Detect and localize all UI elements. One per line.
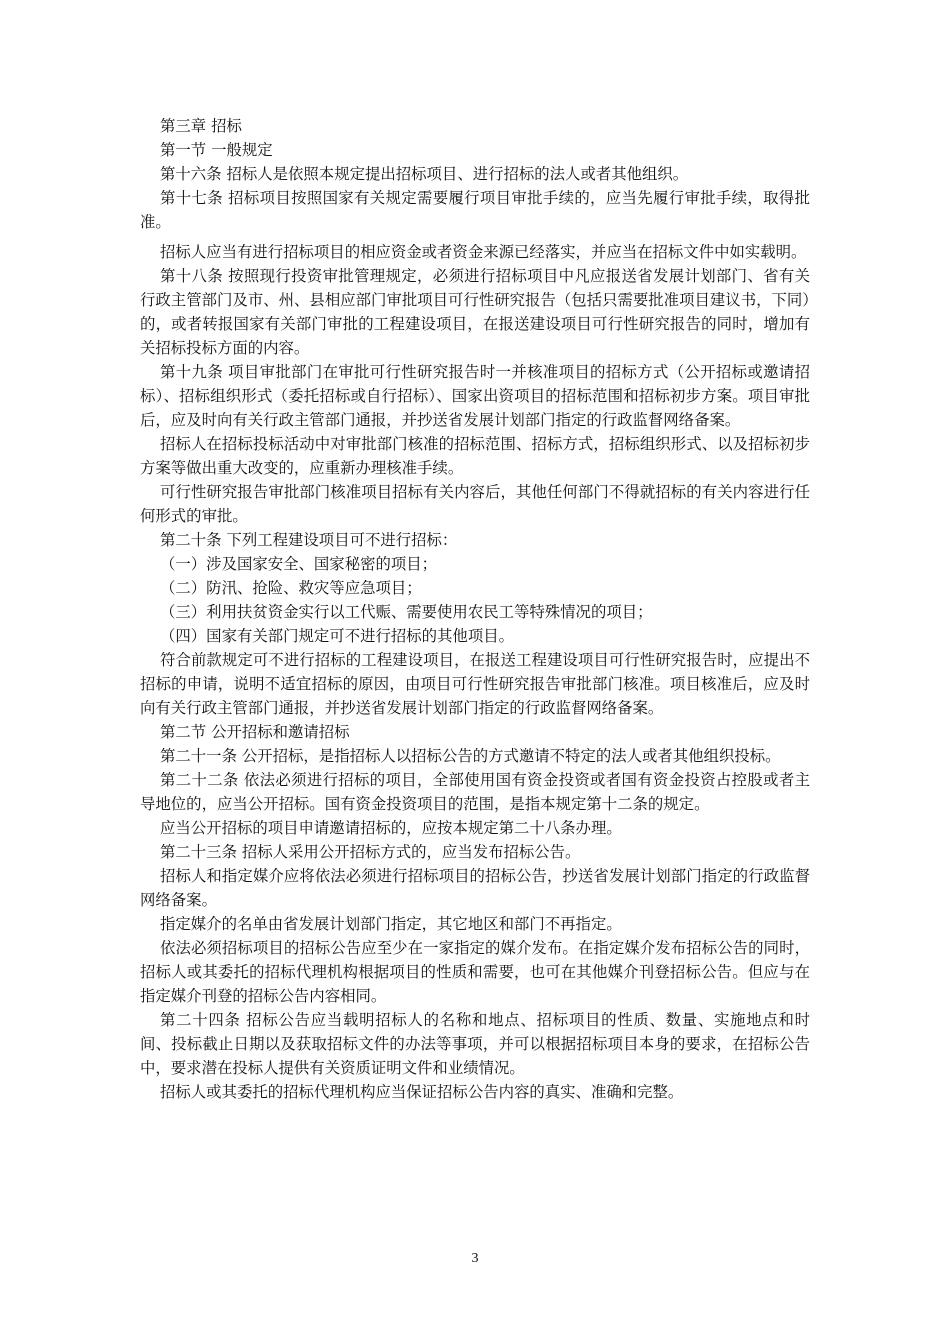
section-heading: 第二节 公开招标和邀请招标 <box>160 723 350 741</box>
article-17: 第十七条 招标项目按照国家有关规定需要履行项目审批手续的，应当先履行审批手续，取得批准。 <box>140 189 810 231</box>
paragraph: 招标人在招标投标活动中对审批部门核准的招标范围、招标方式，招标组织形式、以及招标初步方案等做出重大改变的，应重新办理核准手续。 <box>140 435 810 477</box>
article-20: 第二十条 下列工程建设项目可不进行招标： <box>160 531 458 549</box>
paragraph: 符合前款规定可不进行招标的工程建设项目，在报送工程建设项目可行性研究报告时，应提出不招标的申请，说明不适宜招标的原因，由项目可行性研究报告审批部门核准。项目核准后，应及时向有关行政主管部门通报，并抄送省发展计划部门指定的行政监督网络备案。 <box>140 651 810 717</box>
paragraph: 招标人应当有进行招标项目的相应资金或者资金来源已经落实，并应当在招标文件中如实载明。 <box>160 243 807 261</box>
paragraph: 招标人或其委托的招标代理机构应当保证招标公告内容的真实、准确和完整。 <box>160 1083 684 1101</box>
list-item: （二）防汛、抢险、救灾等应急项目； <box>160 579 422 597</box>
page-number: 3 <box>471 1251 479 1266</box>
list-item: （四）国家有关部门规定可不进行招标的其他项目。 <box>160 627 514 645</box>
paragraph: 应当公开招标的项目申请邀请招标的，应按本规定第二十八条办理。 <box>160 819 622 837</box>
article-22: 第二十二条 依法必须进行招标的项目，全部使用国有资金投资或者国有资金投资占控股或者主导地位的，应当公开招标。国有资金投资项目的范围，是指本规定第十二条的规定。 <box>140 771 810 813</box>
document-body <box>140 114 810 1104</box>
list-item: （三）利用扶贫资金实行以工代赈、需要使用农民工等特殊情况的项目； <box>160 603 653 621</box>
chapter-heading: 第三章 招标 <box>160 117 242 135</box>
article-23: 第二十三条 招标人采用公开招标方式的，应当发布招标公告。 <box>160 843 581 861</box>
article-16: 第十六条 招标人是依照本规定提出招标项目、进行招标的法人或者其他组织。 <box>160 165 689 183</box>
article-19: 第十九条 项目审批部门在审批可行性研究报告时一并核准项目的招标方式（公开招标或邀请招标）、招标组织形式（委托招标或自行招标）、国家出资项目的招标范围和招标初步方案。项目审批后，应及时向有关行政主管部门通报，并抄送省发展计划部门指定的行政监督网络备案。 <box>140 363 810 429</box>
paragraph: 招标人和指定媒介应将依法必须进行招标项目的招标公告，抄送省发展计划部门指定的行政监督网络备案。 <box>140 867 810 909</box>
paragraph: 指定媒介的名单由省发展计划部门指定，其它地区和部门不再指定。 <box>160 915 622 933</box>
section-heading: 第一节 一般规定 <box>160 141 273 159</box>
article-24: 第二十四条 招标公告应当载明招标人的名称和地点、招标项目的性质、数量、实施地点和时间、投标截止日期以及获取招标文件的办法等事项，并可以根据招标项目本身的要求，在招标公告中，要求潜在投标人提供有关资质证明文件和业绩情况。 <box>140 1011 810 1077</box>
paragraph: 依法必须招标项目的招标公告应至少在一家指定的媒介发布。在指定媒介发布招标公告的同时，招标人或其委托的招标代理机构根据项目的性质和需要，也可在其他媒介刊登招标公告。但应与在指定媒介刊登的招标公告内容相同。 <box>140 939 810 1005</box>
paragraph: 可行性研究报告审批部门核准项目招标有关内容后，其他任何部门不得就招标的有关内容进行任何形式的审批。 <box>140 483 810 525</box>
article-18: 第十八条 按照现行投资审批管理规定，必须进行招标项目中凡应报送省发展计划部门、省有关行政主管部门及市、州、县相应部门审批项目可行性研究报告（包括只需要批准项目建议书，下同）的，或者转报国家有关部门审批的工程建设项目，在报送建设项目可行性研究报告的同时，增加有关招标投标方面的内容。 <box>140 267 810 357</box>
list-item: （一）涉及国家安全、国家秘密的项目； <box>160 555 438 573</box>
article-21: 第二十一条 公开招标，是指招标人以招标公告的方式邀请不特定的法人或者其他组织投标。 <box>160 747 781 765</box>
